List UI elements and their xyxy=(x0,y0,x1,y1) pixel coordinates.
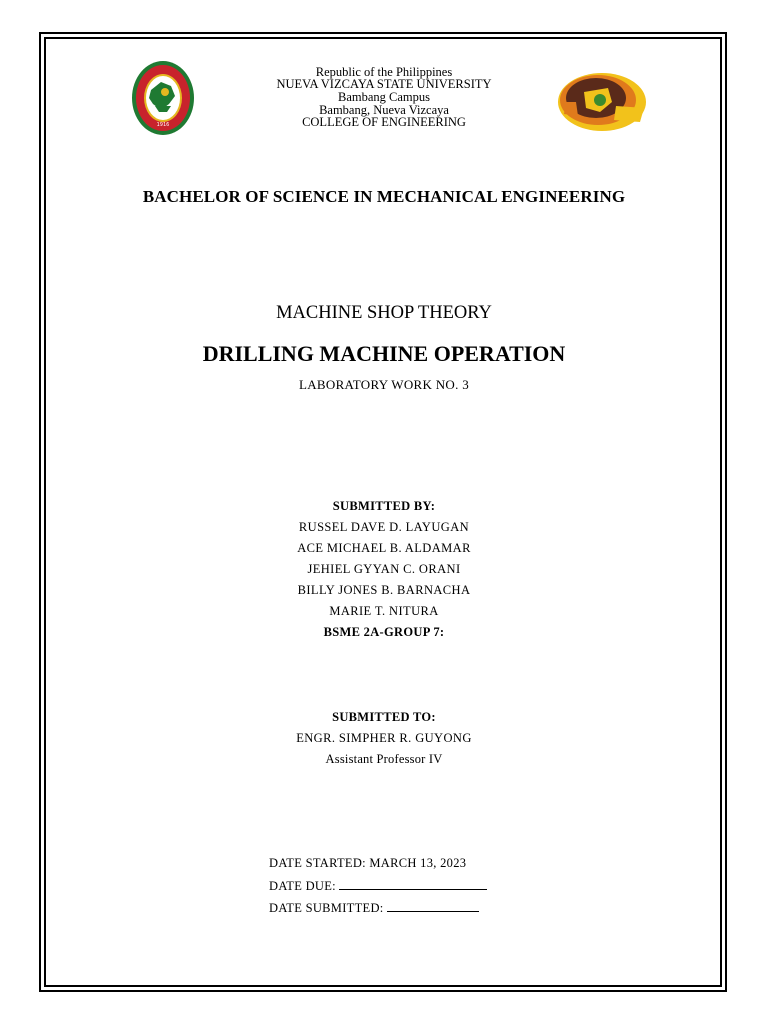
date-submitted-label: DATE SUBMITTED: xyxy=(269,901,384,915)
date-started-value: MARCH 13, 2023 xyxy=(369,856,467,870)
date-started-row xyxy=(269,856,466,871)
student-name: BILLY JONES B. BARNACHA xyxy=(297,583,471,597)
header-location: Bambang, Nueva Vizcaya xyxy=(319,103,449,117)
submitted-to-label: SUBMITTED TO: xyxy=(332,710,436,724)
student-name: MARIE T. NITURA xyxy=(329,604,439,618)
instructor-position: Assistant Professor IV xyxy=(325,752,443,766)
subject-title: MACHINE SHOP THEORY xyxy=(276,303,492,323)
header-campus: Bambang Campus xyxy=(337,90,430,104)
student-name: ACE MICHAEL B. ALDAMAR xyxy=(297,541,471,555)
header-university: NUEVA VIZCAYA STATE UNIVERSITY xyxy=(276,77,492,91)
instructor-name: ENGR. SIMPHER R. GUYONG xyxy=(296,731,472,745)
date-submitted-row xyxy=(269,900,479,916)
date-due-row xyxy=(269,878,487,894)
lab-work-number: LABORATORY WORK NO. 3 xyxy=(298,377,470,392)
svg-text:1916: 1916 xyxy=(156,122,170,128)
submitted-by-label: SUBMITTED BY: xyxy=(332,499,436,513)
program-title: BACHELOR OF SCIENCE IN MECHANICAL ENGINEERING xyxy=(142,187,626,206)
group-label: BSME 2A-GROUP 7: xyxy=(323,625,445,639)
student-name: JEHIEL GYYAN C. ORANI xyxy=(307,562,461,576)
document-title: DRILLING MACHINE OPERATION xyxy=(202,341,566,366)
student-name: RUSSEL DAVE D. LAYUGAN xyxy=(298,520,470,534)
header-republic: Republic of the Philippines xyxy=(315,65,453,79)
date-due-blank-line xyxy=(339,878,487,890)
date-submitted-blank-line xyxy=(387,900,479,912)
date-started-label: DATE STARTED: xyxy=(269,856,366,870)
date-due-label: DATE DUE: xyxy=(269,879,336,893)
header-college: COLLEGE OF ENGINEERING xyxy=(302,115,466,129)
